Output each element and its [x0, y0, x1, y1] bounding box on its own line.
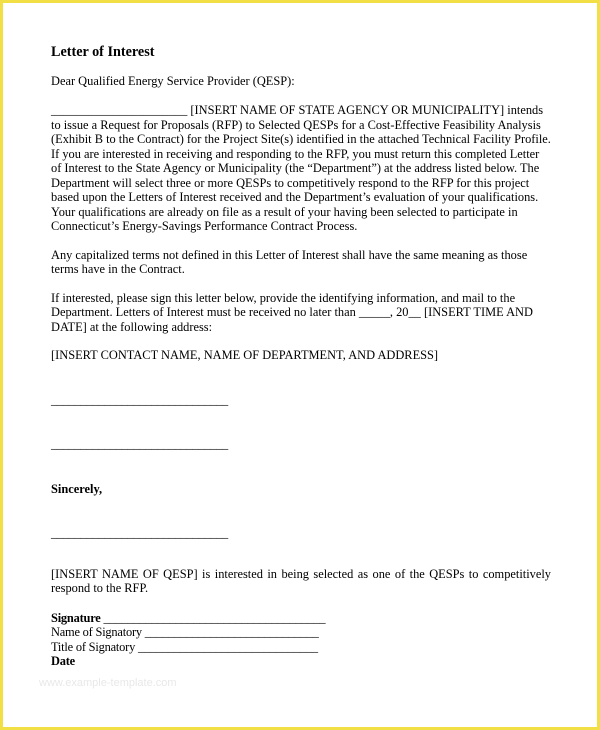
- name-of-signatory-row: [51, 625, 551, 640]
- insert-contact-placeholder: [INSERT CONTACT NAME, NAME OF DEPARTMENT, AND ADDRESS]: [51, 348, 439, 362]
- paragraph-instructions: If interested, please sign this letter below, provide the identifying information, and mail to the Department. Letters of Interest must be received no later than _____, 20__ [INSERT TIME AND DATE] at the following address:: [51, 290, 533, 334]
- salutation: Dear Qualified Energy Service Provider (QESP):: [51, 73, 295, 88]
- title-of-signatory-line: ______________________________: [135, 639, 318, 654]
- signature-blank-line: ______________________________: [51, 526, 228, 540]
- date-row: [51, 654, 551, 669]
- watermark-text: www.example-template.com: [39, 677, 177, 689]
- signature-label: Signature: [51, 610, 101, 625]
- title-of-signatory-row: [51, 640, 551, 655]
- address-blank-line-1: ______________________________: [51, 392, 228, 407]
- address-blank-line-2: ______________________________: [51, 437, 228, 451]
- signature-row: [51, 611, 551, 626]
- date-label: Date: [51, 654, 75, 668]
- paragraph-intro: ______________________ [INSERT NAME OF STATE AGENCY OR MUNICIPALITY] intends to issue a Request for Proposals (RFP) to Selected QESPs for a Cost-Effective Feasibility Analysis (Exhibit B to the Contract) for the Project Site(s) identified in the attached Technical Facility Profile. If you are interested in receiving and responding to the RFP, you must return this completed Letter of Interest to the State Agency or Municipality (the “Department”) at the address listed below. The Department will select three or more QESPs to competitively respond to the RFP for this project based upon the Letters of Interest received and the Department’s evaluation of your qualifications. Your qualifications are already on file as a result of your having been selected to participate in Connecticut’s Energy-Savings Performance Contract Process.: [51, 103, 551, 233]
- name-of-signatory-line: _____________________________: [141, 625, 319, 639]
- signature-line: _____________________________________: [100, 610, 326, 625]
- title-of-signatory-label: Title of Signatory: [51, 639, 136, 654]
- paragraph-terms: Any capitalized terms not defined in this Letter of Interest shall have the same meaning as those terms have in the Contract.: [51, 247, 528, 276]
- name-of-signatory-label: Name of Signatory: [51, 625, 142, 639]
- letter-page: [51, 45, 551, 669]
- qesp-statement: [INSERT NAME OF QESP] is interested in being selected as one of the QESPs to competitively respond to the RFP.: [51, 566, 551, 595]
- letter-title: Letter of Interest: [51, 44, 155, 60]
- closing-sincerely: Sincerely,: [51, 481, 103, 496]
